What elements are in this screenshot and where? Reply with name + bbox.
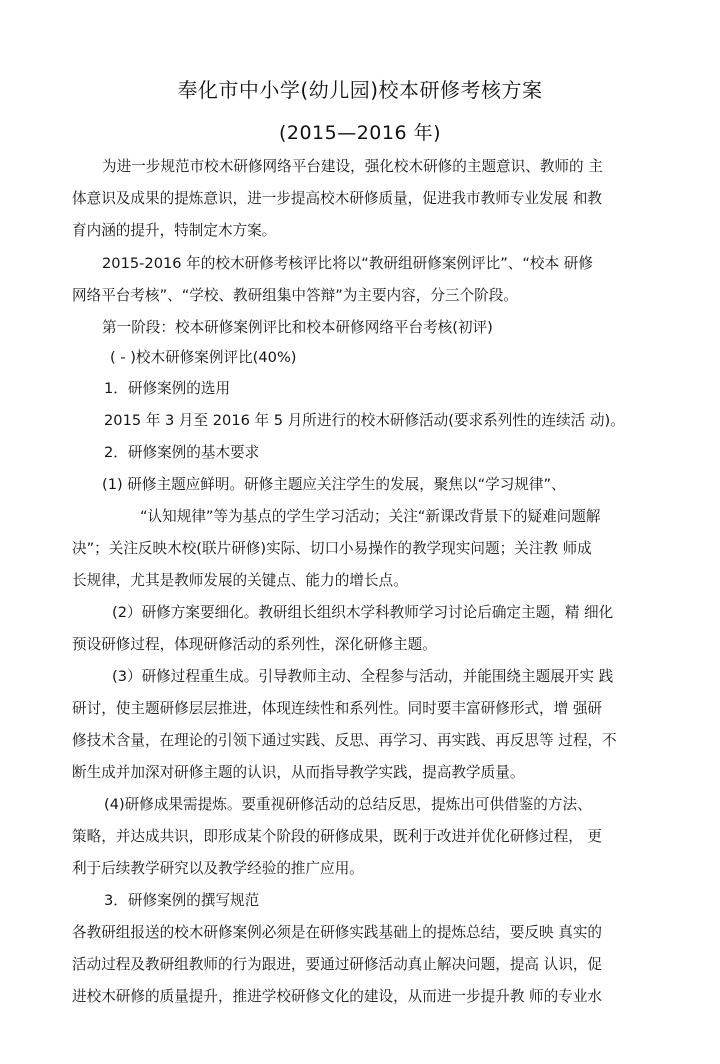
paragraph-line: 策略，并达成共识，即形成某个阶段的研修成果，既利于改进并优化研修过程， 更 [72,828,603,845]
paragraph-line: (1) 研修主题应鲜明。研修主题应关注学生的发展，聚焦以“学习规律”、 [102,476,566,493]
document-subtitle: (2015—2016 年) [278,122,442,144]
section-heading: 第一阶段：校本研修案例评比和校本研修网络平台考核(初评) [102,319,493,336]
paragraph-line: 各教研组报送的校木研修案例必须是在研修实践基础上的提炼总结，要反映 真实的 [72,924,603,941]
paragraph-line: 利于后续教学研究以及教学经验的推广应用。 [72,860,364,877]
paragraph-line: (3）研修过程重生成。引导教师主动、全程参与活动，并能围绕主题展开实 践 [112,668,614,685]
paragraph-line: 网络平台考核”、“学校、教研组集中答辩”为主要内容，分三个阶段。 [72,287,518,304]
section-heading: 3．研修案例的撰写规范 [104,892,260,909]
paragraph-line: 进校木研修的质量提升，推进学校研修文化的建设，从而进一步提升教 师的专业水 [72,988,603,1005]
paragraph-line: “认知规律”等为基点的学生学习活动；关注“新课改背景下的疑难问题解 [140,508,601,525]
paragraph-line: 长规律，尤其是教师发展的关键点、能力的增长点。 [72,572,408,589]
section-heading: ( - )校木研修案例评比(40%) [110,349,297,366]
document-title: 奉化市中小学(幼儿园)校本研修考核方案 [177,78,543,102]
paragraph-line: (4)研修成果需提炼。要重视研修活动的总结反思，提炼出可供借鉴的方法、 [104,796,592,813]
paragraph-line: 活动过程及教研组教师的行为跟进，要通过研修活动真止解决问题，提高 认识，促 [72,956,603,973]
paragraph-line: (2）研修方案要细化。教研组长组织木学科教师学习讨论后确定主题，精 细化 [112,604,614,621]
paragraph-line: 2015-2016 年的校木研修考核评比将以“教研组研修案例评比”、“校本 研修 [102,255,593,272]
paragraph-line: 育内涵的提升，特制定木方案。 [72,222,277,239]
paragraph-line: 预设研修过程，体现研修活动的系列性，深化研修主题。 [72,636,437,653]
section-heading: 1．研修案例的选用 [104,380,231,397]
paragraph-line: 研讨，使主题研修层层推进，体现连续性和系列性。同时要丰富研修形式，增 强研 [72,700,603,717]
section-heading: 2．研修案例的基木要求 [104,444,260,461]
paragraph-line: 体意识及成果的提炼意识，进一步提高校木研修质量，促进我市教师专业发展 和教 [72,190,603,207]
paragraph-line: 断生成并加深对研修主题的认识，从而指导教学实践，提高教学质量。 [72,764,525,781]
paragraph-line: 2015 年 3 月至 2016 年 5 月所进行的校木研修活动(要求系列性的连续活 动)。 [104,412,625,429]
paragraph-line: 为进一步规范市校木研修网络平台建设，强化校木研修的主题意识、教师的 主 [102,158,603,175]
paragraph-line: 修技术含量，在理论的引领下通过实践、反思、再学习、再实践、再反思等 过程，不 [72,732,617,749]
paragraph-line: 决”；关注反映木校(联片研修)实际、切口小易操作的教学现实问题；关注教 师成 [72,540,592,557]
